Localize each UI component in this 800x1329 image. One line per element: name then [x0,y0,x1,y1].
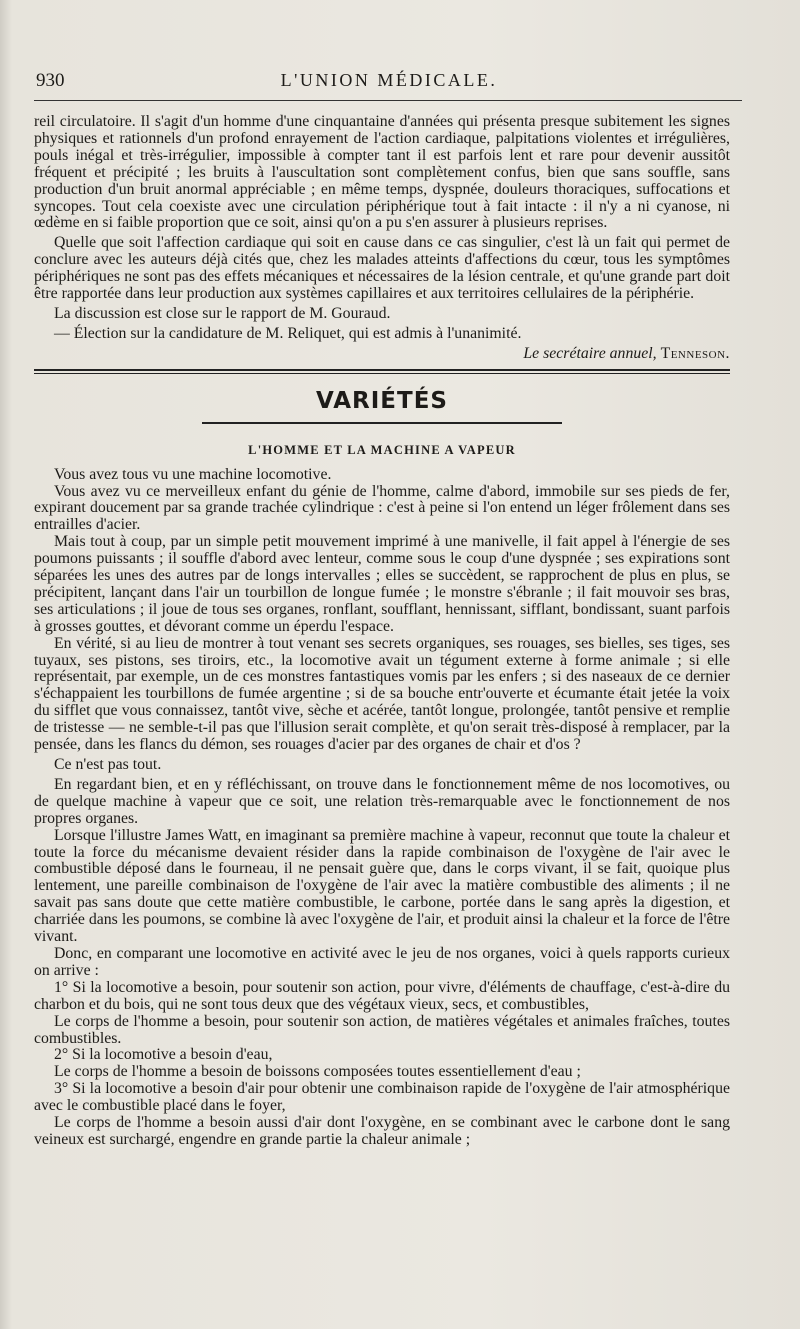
paragraph: Vous avez tous vu une machine locomotive. [54,465,332,483]
signature-role: Le secrétaire annuel, [523,344,657,362]
paragraph: Vous avez vu ce merveilleux enfant du génie de l'homme, calme d'abord, immobile sur ses pieds de fer, expirant doucement par sa grande trachée cylindrique : c'est à peine si l'on entend un léger frôlement dans ses entrailles d'acier. [34,482,730,534]
paragraph: En vérité, si au lieu de montrer à tout venant ses secrets organiques, ses rouages, ses bielles, ses tiges, ses tuyaux, ses pistons, ses tiroirs, etc., la locomotive avait un tégument externe à forme animale ; si elle représentait, par exemple, un de ces monstres fantastiques vomis par les enfers ; si des naseaux de ce dernier s'échappaient les tourbillons de fumée argentine ; si de sa bouche entr'ouverte et écumante était jetée la voix du sifflet que vous connaissez, tantôt vive, sèche et acérée, tantôt longue, prolongée, tantôt pensive et remplie de tristesse — ne semble-t-il pas que l'illusion serait complète, et qu'on serait très-disposé à remplacer, par la pensée, dans les flancs du démon, ses rouages d'acier par des organes de chair et d'os ? [34,634,730,754]
paragraph: Le corps de l'homme a besoin de boissons composées toutes essentiellement d'eau ; [54,1063,581,1081]
paragraph: Ce n'est pas tout. [54,756,162,773]
paragraph: Le corps de l'homme a besoin, pour soutenir son action, de matières végétales et animales fraîches, toutes combustibles. [34,1012,730,1047]
section-divider [34,369,730,374]
page-body [34,114,730,1149]
paragraph: En regardant bien, et en y réfléchissant, on trouve dans le fonctionnement même de nos locomotives, ou de quelque machine à vapeur que ce soit, une relation très-remarquable avec le fonctionnement de nos propres organes. [34,775,730,827]
article-title: L'HOMME ET LA MACHINE A VAPEUR [248,442,516,457]
title-underline [202,422,562,424]
paragraph: La discussion est close sur le rapport de M. Gouraud. [54,304,391,322]
header-rule [34,100,742,101]
signature-name: Tenneson. [660,344,730,362]
paragraph: Le corps de l'homme a besoin aussi d'air dont l'oxygène, en se combinant avec le carbone dont le sang veineux est surchargé, engendre en grande partie la chaleur animale ; [34,1114,730,1148]
paragraph: 1° Si la locomotive a besoin, pour soutenir son action, pour vivre, d'éléments de chauffage, c'est-à-dire du charbon et du bois, qui ne sont tous deux que des végétaux vieux, secs, et combustibles, [34,978,730,1013]
signature [34,346,730,363]
paragraph: — Élection sur la candidature de M. Reliquet, qui est admis à l'unanimité. [54,324,522,342]
paragraph: Donc, en comparant une locomotive en activité avec le jeu de nos organes, voici à quels rapports curieux on arrive : [34,944,730,979]
paragraph: reil circulatoire. Il s'agit d'un homme d'une cinquantaine d'années qui présenta presque subitement les signes physiques et rationnels d'un profond enrayement de l'action cardiaque, palpitations violentes et irrégulières, pouls inégal et très-irrégulier, impossible à compter tant il est parfois lent et rare pour devenir aussitôt fréquent et précipité ; les bruits à l'auscultation sont complètement confus, bien que sans souffle, sans production d'un bruit anormal appréciable ; en même temps, dyspnée, douleurs thoraciques, suffocations et syncopes. Tout cela coexiste avec une circulation périphérique tout à fait intacte : il n'y a ni cyanose, ni œdème en si faible proportion que ce soit, ainsi qu'on a pu s'en assurer à plusieurs reprises. [34,113,730,232]
paragraph: Lorsque l'illustre James Watt, en imaginant sa première machine à vapeur, reconnut que toute la chaleur et toute la force du mécanisme devaient résider dans la rapide combinaison de l'oxygène de l'air avec le combustible déposé dans le fourneau, il ne pensait guère que, dans le corps vivant, il se fait, quoique plus lentement, une pareille combinaison de l'oxygène de l'air avec la matière combustible des aliments ; il ne savait pas sans doute que cette matière combustible, le carbone, portée dans le sang après la digestion, et charriée dans les poumons, se combine là avec l'oxygène de l'air, et produit ainsi la chaleur et la force de l'être vivant. [34,826,730,946]
journal-title: L'UNION MÉDICALE. [280,70,498,90]
paragraph: Mais tout à coup, par un simple petit mouvement imprimé à une manivelle, il fait appel à l'énergie de ses poumons puissants ; il souffle d'abord avec lenteur, comme sous le coup d'une dyspnée ; ses expirations sont séparées les unes des autres par de longs intervalles ; elles se succèdent, se rapprochent de plus en plus, se précipitent, lançant dans l'air un tourbillon de longue fumée ; le monstre s'ébranle ; il fait mouvoir ses bras, ses articulations ; il joue de tous ses organes, ronflant, soufflant, hennissant, sifflant, bondissant, suant parfois à grosses gouttes, et dévorant comme un éperdu l'espace. [34,533,730,635]
paragraph: 3° Si la locomotive a besoin d'air pour obtenir une combinaison rapide de l'oxygène de l'air atmosphérique avec le combustible placé dans le foyer, [34,1080,730,1115]
page-header [36,64,742,94]
paragraph: 2° Si la locomotive a besoin d'eau, [54,1046,273,1064]
page-number: 930 [36,70,65,91]
paragraph: Quelle que soit l'affection cardiaque qui soit en cause dans ce cas singulier, c'est là un fait qui permet de conclure avec les auteurs déjà cités que, chez les malades atteints d'affections du cœur, tous les symptômes périphériques ne sont pas des effets mécaniques et nécessaires de la lésion centrale, et qu'une grande part doit être rapportée dans leur production aux systèmes capillaires et aux territoires cellulaires de la périphérie. [34,234,730,303]
section-title: VARIÉTÉS [316,387,448,414]
